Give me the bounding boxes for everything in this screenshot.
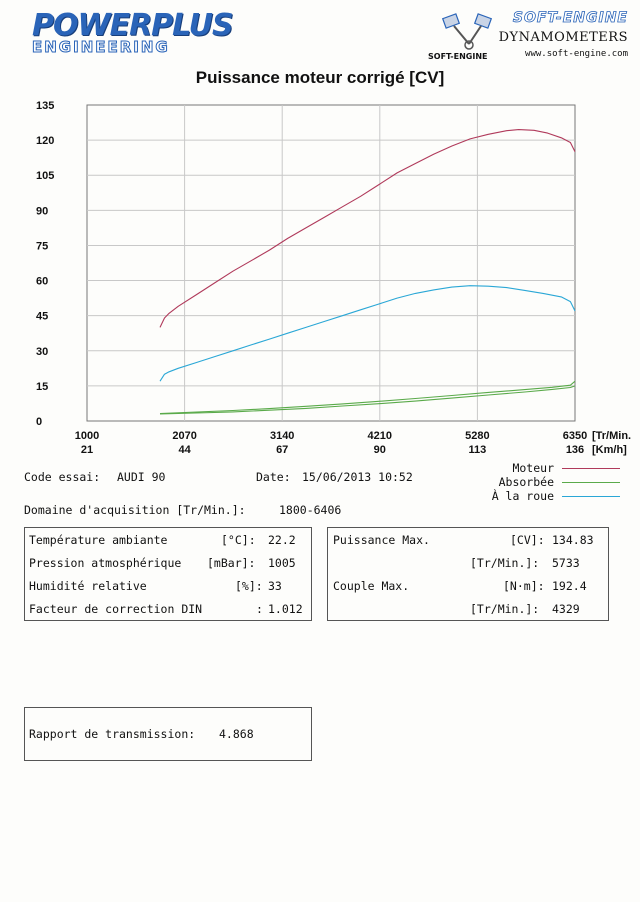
y-tick-label: 120 bbox=[36, 135, 55, 148]
torque-unit: [N·m]: bbox=[503, 579, 545, 593]
pressure-value: 1005 bbox=[268, 556, 296, 570]
legend-roue bbox=[492, 489, 620, 503]
legend-absorbee-swatch bbox=[562, 482, 620, 483]
chart-title: Puissance moteur corrigé [CV] bbox=[195, 68, 445, 87]
din-unit: : bbox=[256, 602, 263, 616]
legend-absorbee bbox=[499, 475, 620, 489]
domain-label: Domaine d'acquisition [Tr/Min.]: bbox=[24, 503, 246, 517]
y-tick-label: 60 bbox=[36, 275, 49, 288]
y-tick-label: 75 bbox=[36, 240, 49, 253]
conditions-box bbox=[24, 527, 312, 621]
legend-moteur-label: Moteur bbox=[512, 461, 554, 475]
pressure-unit: [mBar]: bbox=[207, 556, 256, 570]
power-rpm-unit: [Tr/Min.]: bbox=[470, 556, 540, 570]
x-unit-top: [Tr/Min. bbox=[592, 430, 632, 442]
temp-label: Température ambiante bbox=[29, 533, 168, 547]
date-value: 15/06/2013 10:52 bbox=[302, 470, 413, 484]
x-tick-label-kmh: 90 bbox=[373, 444, 386, 456]
x-tick-label-rpm: 2070 bbox=[172, 430, 197, 442]
x-tick-label-kmh: 136 bbox=[565, 444, 585, 456]
powerplus-logo bbox=[32, 8, 233, 68]
test-code-value: AUDI 90 bbox=[117, 470, 166, 484]
test-code-label: Code essai: bbox=[24, 470, 101, 484]
temp-unit: [°C]: bbox=[221, 533, 256, 547]
logo-right-mini: SOFT-ENGINE bbox=[428, 52, 488, 61]
y-tick-label: 90 bbox=[36, 205, 49, 218]
y-tick-label: 45 bbox=[36, 310, 49, 323]
series-line-la-roue bbox=[160, 286, 575, 382]
torque-value: 192.4 bbox=[552, 579, 587, 593]
x-tick-label-kmh: 21 bbox=[80, 444, 94, 456]
power-rpm-value: 5733 bbox=[552, 556, 580, 570]
x-tick-label-rpm: 5280 bbox=[465, 430, 490, 442]
humidity-label: Humidité relative bbox=[29, 579, 147, 593]
results-box bbox=[327, 527, 609, 621]
power-label: Puissance Max. bbox=[333, 533, 430, 547]
x-tick-label-rpm: 1000 bbox=[74, 430, 100, 442]
logo-right-url: www.soft-engine.com bbox=[525, 49, 628, 59]
y-tick-label: 0 bbox=[36, 416, 43, 428]
x-tick-label-kmh: 113 bbox=[468, 444, 487, 456]
transmission-box bbox=[24, 707, 312, 761]
x-tick-label-kmh: 44 bbox=[178, 444, 191, 456]
plot-frame bbox=[87, 105, 575, 421]
din-label: Facteur de correction DIN bbox=[29, 602, 203, 616]
legend-absorbee-label: Absorbée bbox=[498, 475, 554, 489]
torque-rpm-unit: [Tr/Min.]: bbox=[470, 602, 540, 616]
humidity-unit: [%]: bbox=[235, 579, 263, 593]
logo-right-sub: DYNAMOMETERS bbox=[498, 30, 628, 45]
x-tick-label-kmh: 67 bbox=[276, 444, 289, 456]
legend-roue-label: À la roue bbox=[491, 489, 554, 503]
x-unit-bottom: [Km/h] bbox=[592, 444, 627, 456]
din-value: 1.012 bbox=[268, 602, 303, 616]
y-tick-label: 105 bbox=[36, 170, 55, 183]
humidity-value: 33 bbox=[268, 579, 282, 593]
y-tick-label: 15 bbox=[36, 380, 49, 393]
y-tick-label: 30 bbox=[36, 345, 49, 358]
legend-roue-swatch bbox=[562, 496, 620, 497]
transmission-label: Rapport de transmission: bbox=[29, 727, 196, 741]
soft-engine-logo bbox=[428, 10, 628, 66]
power-unit: [CV]: bbox=[510, 533, 545, 547]
pistons-icon bbox=[436, 10, 506, 52]
pressure-label: Pression atmosphérique bbox=[29, 556, 182, 570]
power-value: 134.83 bbox=[552, 533, 594, 547]
x-tick-label-rpm: 6350 bbox=[562, 430, 588, 442]
transmission-value: 4.868 bbox=[219, 727, 254, 741]
domain-value: 1800-6406 bbox=[279, 503, 342, 517]
torque-label: Couple Max. bbox=[333, 579, 410, 593]
logo-right-brand: SOFT-ENGINE bbox=[512, 10, 628, 26]
power-chart bbox=[0, 90, 640, 470]
logo-left-line2: ENGINEERING bbox=[32, 38, 170, 56]
y-tick-label: 135 bbox=[36, 100, 55, 112]
x-tick-label-rpm: 4210 bbox=[367, 430, 393, 442]
legend-moteur-swatch bbox=[562, 468, 620, 469]
legend-moteur bbox=[512, 461, 620, 475]
date-label: Date: bbox=[256, 470, 291, 484]
series-line-moteur bbox=[160, 130, 575, 328]
x-tick-label-rpm: 3140 bbox=[269, 430, 295, 442]
torque-rpm-value: 4329 bbox=[552, 602, 580, 616]
temp-value: 22.2 bbox=[268, 533, 296, 547]
logo-left-line1: POWERPLUS bbox=[32, 8, 233, 43]
